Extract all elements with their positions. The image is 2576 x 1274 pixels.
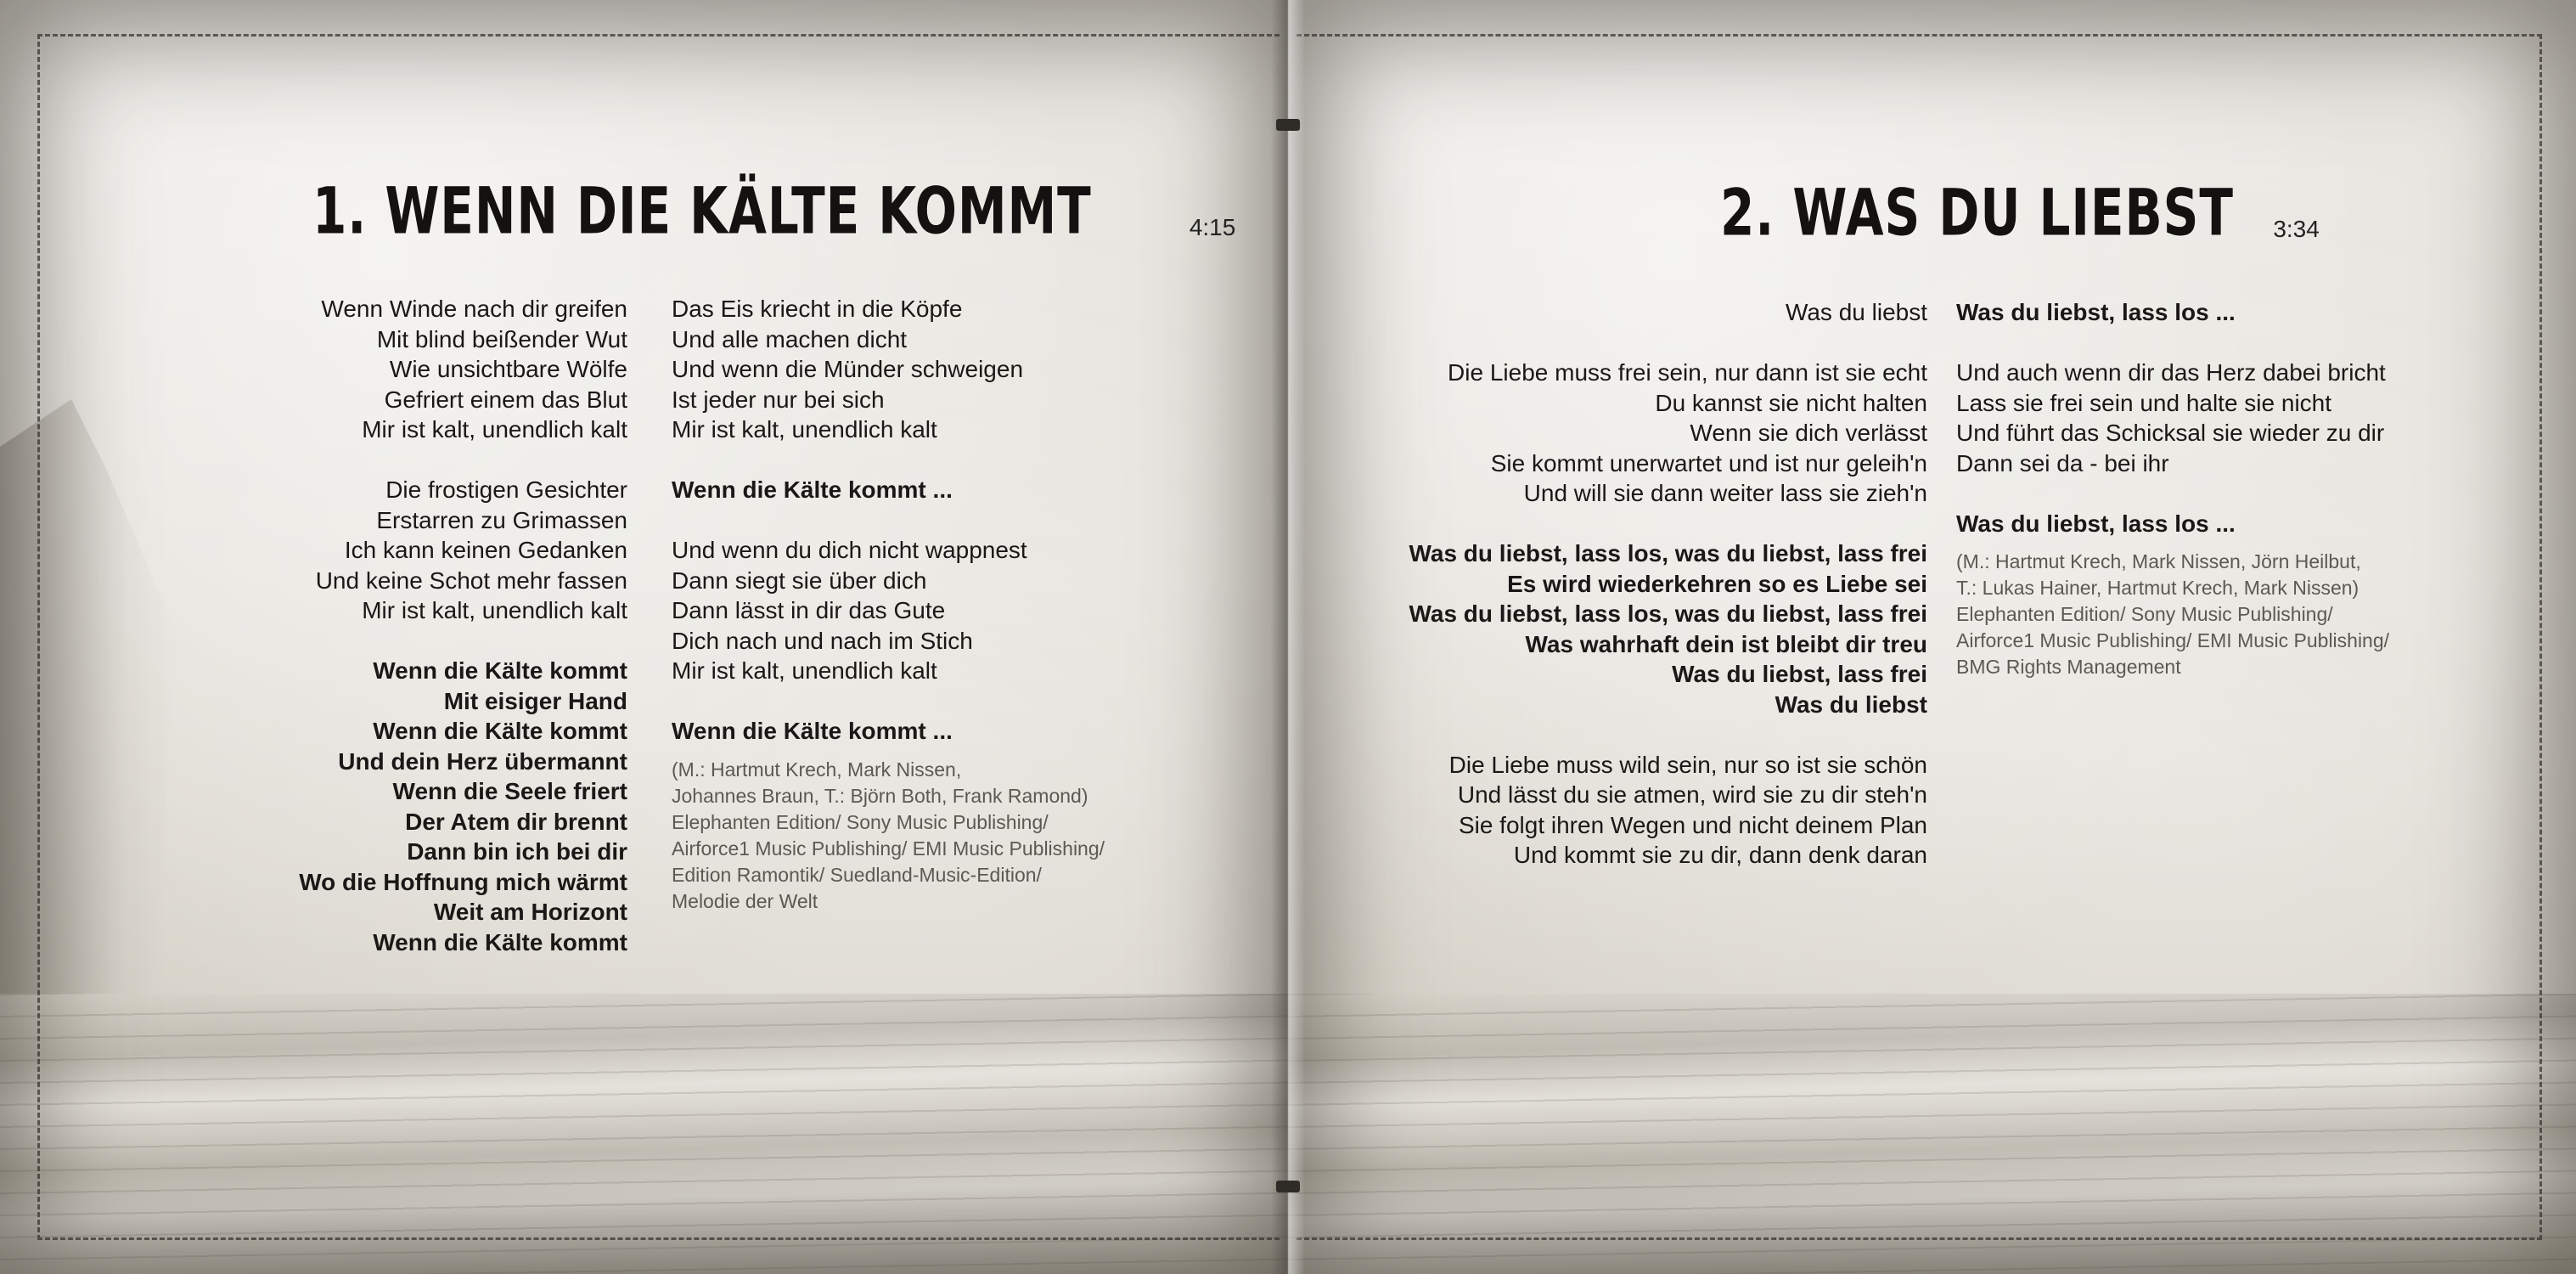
lyric-line: Und führt das Schicksal sie wieder zu dir: [1956, 420, 2385, 446]
stanza-gap: [1956, 478, 2389, 509]
stanza-gap: [672, 445, 1105, 476]
lyric-line: Was wahrhaft dein ist bleibt dir treu: [1525, 630, 1927, 657]
lyric-line: Wenn die Kälte kommt ...: [672, 476, 953, 503]
lyric-line: Das Eis kriecht in die Köpfe: [672, 296, 963, 322]
lyric-line: Erstarren zu Grimassen: [376, 506, 627, 533]
credit-line: Airforce1 Music Publishing/ EMI Music Publishing/: [1956, 629, 2390, 651]
lyrics-column-2: [672, 294, 1105, 915]
lyric-line: Und auch wenn dir das Herz dabei bricht: [1956, 359, 2386, 386]
lyrics-column-1: [1409, 297, 1927, 871]
lyric-line: Wo die Hoffnung mich wärmt: [299, 868, 627, 895]
stanza-gap: [299, 445, 627, 476]
lyric-line: Wenn die Kälte kommt ...: [672, 718, 953, 744]
lyric-line: Sie folgt ihren Wegen und nicht deinem Plan: [1458, 811, 1927, 838]
lyrics-column-1: [299, 294, 627, 957]
credit-line: BMG Rights Management: [1956, 656, 2181, 678]
credit-line: Elephanten Edition/ Sony Music Publishing/: [672, 810, 1049, 833]
lyric-line: Dann sei da - bei ihr: [1956, 449, 2169, 476]
stanza-gap: [1409, 328, 1927, 358]
lyric-line: Und will sie dann weiter lass sie zieh'n: [1523, 480, 1927, 506]
stanza-gap: [672, 686, 1105, 717]
lyric-line: Ist jeder nur bei sich: [672, 386, 885, 413]
lyric-line: Mir ist kalt, unendlich kalt: [362, 416, 627, 443]
lyric-line: Mit eisiger Hand: [443, 687, 627, 714]
stanza-gap: [672, 505, 1105, 536]
song-title-row: [312, 173, 1236, 249]
lyric-line: Wenn die Kälte kommt: [373, 928, 627, 956]
lyric-line: Die Liebe muss wild sein, nur so ist sie schön: [1448, 751, 1927, 778]
lyric-line: Was du liebst, lass los ...: [1956, 510, 2236, 537]
song-credits: [1956, 549, 2389, 680]
lyric-line: Und alle machen dicht: [672, 325, 908, 352]
credit-line: Airforce1 Music Publishing/ EMI Music Publishing/: [672, 837, 1105, 860]
lyric-line: Wenn die Seele friert: [392, 778, 627, 804]
lyric-line: Mir ist kalt, unendlich kalt: [672, 416, 937, 443]
lyric-line: Mir ist kalt, unendlich kalt: [362, 597, 627, 623]
lyric-line: Was du liebst, lass los, was du liebst, lass frei: [1409, 540, 1927, 567]
song-title: 1. WENN DIE KÄLTE KOMMT: [312, 173, 1092, 249]
lyric-line: Dann bin ich bei dir: [407, 838, 627, 865]
song-credits: [672, 757, 1105, 915]
lyric-line: Der Atem dir brennt: [405, 808, 627, 835]
stanza-gap: [299, 626, 627, 657]
lyric-line: Mir ist kalt, unendlich kalt: [672, 657, 937, 684]
lyric-line: Weit am Horizont: [433, 899, 627, 925]
song-duration: 3:34: [2273, 216, 2320, 242]
lyric-line: Mit blind beißender Wut: [376, 325, 627, 352]
song-duration: 4:15: [1189, 214, 1236, 240]
lyric-line: Du kannst sie nicht halten: [1655, 389, 1927, 416]
lyric-line: Und kommt sie zu dir, dann denk daran: [1513, 842, 1927, 868]
lyric-line: Was du liebst: [1785, 299, 1927, 325]
lyric-line: Wenn die Kälte kommt: [373, 718, 627, 744]
right-page: [1288, 0, 2576, 1274]
staple: [1276, 119, 1300, 131]
credit-line: Elephanten Edition/ Sony Music Publishing/: [1956, 603, 2333, 625]
stanza-gap: [1409, 509, 1927, 539]
lyric-line: Wenn die Kälte kommt: [373, 657, 627, 684]
lyric-line: Lass sie frei sein und halte sie nicht: [1956, 389, 2332, 416]
song-title: 2. WAS DU LIEBST: [1720, 175, 2234, 251]
stanza-gap: [1956, 328, 2389, 358]
lyric-line: Sie kommt unerwartet und ist nur geleih'n: [1490, 449, 1927, 476]
stanza-gap: [1409, 719, 1927, 750]
song-title-row: [1720, 175, 2320, 251]
credit-line: (M.: Hartmut Krech, Mark Nissen, Jörn Heilbut,: [1956, 550, 2361, 572]
lyric-line: Was du liebst, lass los, was du liebst, lass frei: [1409, 600, 1927, 627]
lyric-line: Wenn Winde nach dir greifen: [321, 296, 627, 322]
credit-line: Johannes Braun, T.: Björn Both, Frank Ramond): [672, 784, 1088, 807]
lyric-line: Dich nach und nach im Stich: [672, 627, 973, 654]
lyric-line: Und dein Herz übermannt: [338, 747, 627, 775]
lyric-line: Und lässt du sie atmen, wird sie zu dir steh'n: [1457, 781, 1927, 808]
staple: [1276, 1181, 1300, 1192]
lyric-line: Dann lässt in dir das Gute: [672, 597, 946, 623]
credit-line: (M.: Hartmut Krech, Mark Nissen,: [672, 758, 962, 781]
lyric-line: Und wenn die Münder schweigen: [672, 356, 1024, 382]
lyric-line: Und keine Schot mehr fassen: [315, 567, 627, 594]
booklet-gutter: [1271, 0, 1305, 1274]
lyric-line: Gefriert einem das Blut: [384, 386, 627, 413]
lyric-line: Die Liebe muss frei sein, nur dann ist sie echt: [1448, 359, 1927, 386]
lyric-line: Wie unsichtbare Wölfe: [389, 356, 627, 382]
lyric-line: Was du liebst, lass los ...: [1956, 299, 2236, 325]
credit-line: Melodie der Welt: [672, 889, 818, 912]
lyric-line: Was du liebst, lass frei: [1672, 661, 1927, 687]
lyric-line: Dann siegt sie über dich: [672, 567, 927, 594]
lyric-line: Es wird wiederkehren so es Liebe sei: [1507, 570, 1927, 597]
lyric-line: Und wenn du dich nicht wappnest: [672, 537, 1027, 563]
credit-line: T.: Lukas Hainer, Hartmut Krech, Mark Nissen): [1956, 577, 2359, 599]
lyric-line: Wenn sie dich verlässt: [1690, 420, 1927, 446]
credit-line: Edition Ramontik/ Suedland-Music-Edition/: [672, 863, 1042, 886]
lyric-line: Ich kann keinen Gedanken: [344, 537, 627, 563]
lyric-line: Was du liebst: [1775, 691, 1927, 718]
lyric-line: Die frostigen Gesichter: [385, 476, 627, 503]
lyrics-column-2: [1956, 297, 2389, 680]
